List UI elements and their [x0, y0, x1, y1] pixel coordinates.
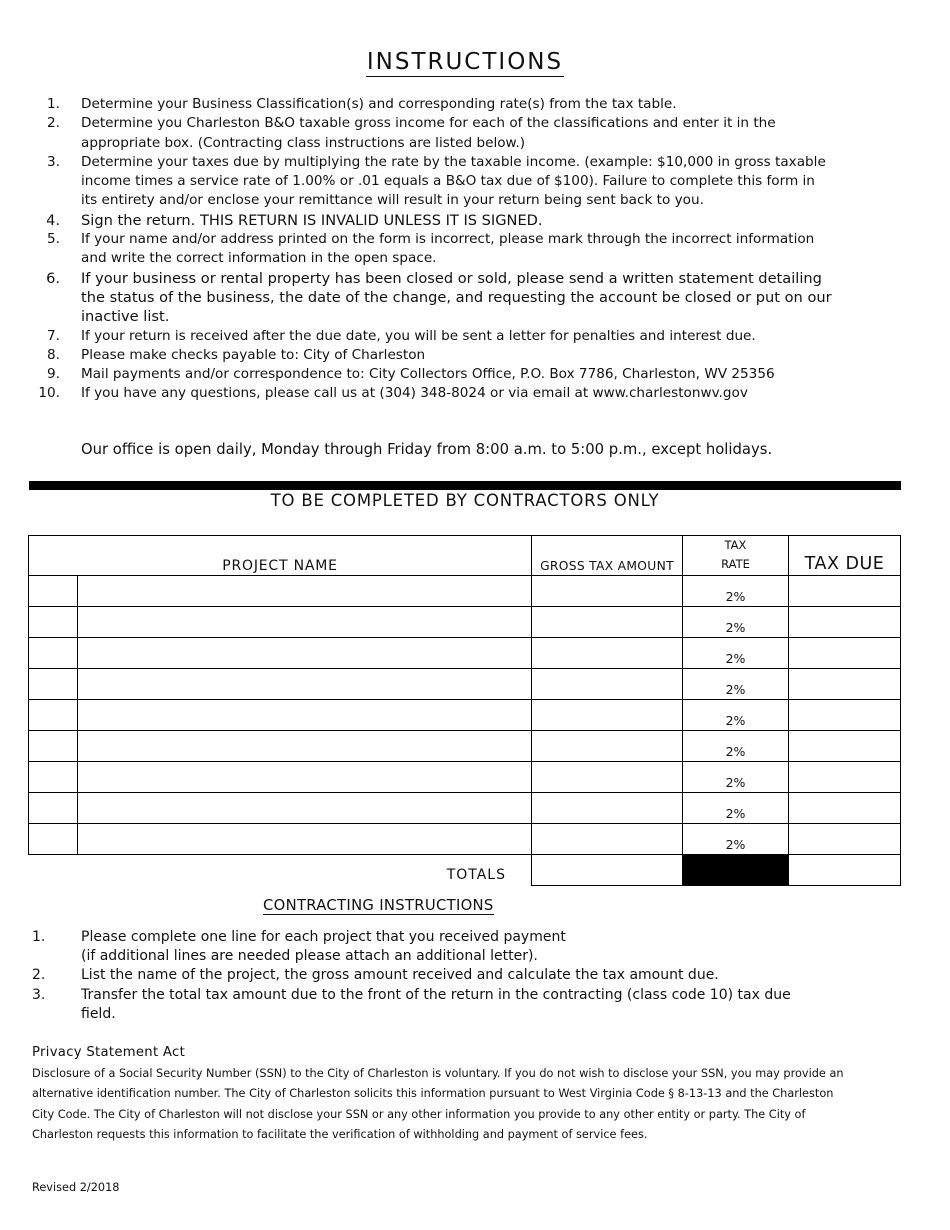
instruction-text: Mail payments and/or correspondence to: City Collectors Office, P.O. Box 7786, Charleston, WV 25356	[81, 366, 775, 383]
gross-amount-field[interactable]	[532, 607, 683, 638]
tax-rate-cell: 2%	[683, 576, 789, 607]
gross-amount-field[interactable]	[532, 731, 683, 762]
section-divider	[29, 481, 901, 490]
instruction-number: 4.	[46, 211, 60, 229]
instruction-text: If you have any questions, please call us at (304) 348-8024 or via email at www.charlestonwv.gov	[81, 385, 748, 402]
tax-due-field[interactable]	[789, 824, 901, 855]
instruction-text: If your name and/or address printed on the form is incorrect, please mark through the incorrect information and write the correct information in the open space.	[81, 231, 815, 267]
instruction-text: If your business or rental property has been closed or sold, please send a written statement detailing the status of the business, the date of the change, and requesting the account be closed or put on our inactive list.	[81, 269, 832, 326]
project-name-field[interactable]	[78, 576, 532, 607]
tax-rate-cell: 2%	[683, 731, 789, 762]
table-row	[29, 669, 901, 700]
tax-rate-cell: 2%	[683, 638, 789, 669]
contracting-instruction-line: Please complete one line for each project that you received payment	[81, 929, 566, 945]
gross-amount-field[interactable]	[532, 762, 683, 793]
instruction-number: 9.	[47, 366, 60, 383]
project-name-field[interactable]	[78, 607, 532, 638]
header-tax-due: TAX DUE	[789, 536, 901, 576]
contractors-heading: TO BE COMPLETED BY CONTRACTORS ONLY	[270, 491, 660, 510]
contracting-instruction-number: 2.	[32, 967, 46, 984]
project-name-field[interactable]	[78, 731, 532, 762]
tax-due-field[interactable]	[789, 576, 901, 607]
instruction-text: Determine your taxes due by multiplying the rate by the taxable income. (example: $10,000 in gross taxable income times a service rate of 1.00% or .01 equals a B&O tax due of $100). Failure to complete this form in its entirety and/or enclose your remittance will result in your return being sent back to you.	[81, 153, 826, 209]
contracting-instruction-item	[32, 966, 852, 985]
office-hours: Our office is open daily, Monday through Friday from 8:00 a.m. to 5:00 p.m., except holidays.	[81, 441, 773, 458]
tax-due-field[interactable]	[789, 669, 901, 700]
line-number-field[interactable]	[29, 700, 78, 731]
line-number-field[interactable]	[29, 793, 78, 824]
instruction-text: Sign the return. THIS RETURN IS INVALID UNLESS IT IS SIGNED.	[81, 211, 543, 229]
table-row	[29, 824, 901, 855]
gross-amount-field[interactable]	[532, 669, 683, 700]
instruction-item	[32, 327, 832, 346]
instruction-number: 8.	[47, 346, 60, 363]
totals-shaded-cell	[683, 855, 789, 886]
tax-due-field[interactable]	[789, 607, 901, 638]
table-row	[29, 793, 901, 824]
table-row	[29, 700, 901, 731]
instruction-number: 10.	[38, 385, 60, 402]
tax-rate-cell: 2%	[683, 669, 789, 700]
instruction-item	[32, 211, 832, 230]
revision-date: Revised 2/2018	[32, 1181, 120, 1194]
contracting-instructions-title-text: CONTRACTING INSTRUCTIONS	[263, 897, 494, 914]
instruction-item	[32, 269, 832, 327]
contracting-instruction-number: 1.	[32, 929, 46, 945]
line-number-field[interactable]	[29, 607, 78, 638]
contracting-instruction-item	[32, 928, 852, 966]
total-gross-amount-field[interactable]	[532, 855, 683, 886]
contracting-instruction-number: 3.	[32, 986, 46, 1003]
instruction-number: 6.	[46, 269, 60, 287]
tax-rate-cell: 2%	[683, 824, 789, 855]
instruction-text: Determine your Business Classification(s) and corresponding rate(s) from the tax table.	[81, 96, 677, 112]
project-name-field[interactable]	[78, 762, 532, 793]
line-number-field[interactable]	[29, 762, 78, 793]
line-number-field[interactable]	[29, 824, 78, 855]
instruction-number: 7.	[47, 327, 60, 344]
gross-amount-field[interactable]	[532, 824, 683, 855]
privacy-statement: Disclosure of a Social Security Number (SSN) to the City of Charleston is voluntary. If you do not wish to disclose your SSN, you may provide an alternative identification number. The City of Charleston solicits this information pursuant to West Virginia Code § 8-13-13 and the Charleston City Code. The City of Charleston will not disclose your SSN or any other information you provide to any other entity or party. The City of Charleston requests this information to facilitate the verification of withholding and payment of service fees.	[32, 1067, 844, 1142]
tax-rate-cell: 2%	[683, 762, 789, 793]
tax-due-field[interactable]	[789, 731, 901, 762]
instruction-number: 3.	[47, 153, 60, 170]
instruction-item	[32, 365, 832, 384]
table-row	[29, 762, 901, 793]
table-row	[29, 607, 901, 638]
page-title-text: INSTRUCTIONS	[366, 49, 564, 75]
line-number-field[interactable]	[29, 669, 78, 700]
line-number-field[interactable]	[29, 731, 78, 762]
project-name-field[interactable]	[78, 793, 532, 824]
project-name-field[interactable]	[78, 824, 532, 855]
instruction-item	[32, 95, 832, 114]
totals-label: TOTALS	[78, 855, 532, 886]
contracting-instruction-line: (if additional lines are needed please attach an additional letter).	[81, 948, 538, 965]
contracting-instruction-line: field.	[81, 1005, 116, 1022]
total-tax-due-field[interactable]	[789, 855, 901, 886]
instructions-list	[32, 95, 832, 404]
tax-due-field[interactable]	[789, 793, 901, 824]
gross-amount-field[interactable]	[532, 793, 683, 824]
header-gross-tax-amount: GROSS TAX AMOUNT	[532, 536, 683, 576]
instruction-text: If your return is received after the due date, you will be sent a letter for penalties and interest due.	[81, 327, 756, 344]
instruction-item	[32, 114, 832, 153]
tax-due-field[interactable]	[789, 762, 901, 793]
contracting-instruction-line: Transfer the total tax amount due to the front of the return in the contracting (class code 10) tax due	[81, 986, 791, 1003]
project-name-field[interactable]	[78, 638, 532, 669]
tax-rate-cell: 2%	[683, 793, 789, 824]
tax-due-field[interactable]	[789, 638, 901, 669]
instruction-item	[32, 230, 832, 269]
totals-spacer	[29, 855, 78, 886]
table-row	[29, 731, 901, 762]
tax-rate-cell: 2%	[683, 700, 789, 731]
contracting-instructions-title	[263, 897, 494, 914]
contracting-instruction-line: List the name of the project, the gross amount received and calculate the tax amount due.	[81, 967, 719, 984]
table-row	[29, 576, 901, 607]
table-header-row	[29, 536, 901, 576]
gross-amount-field[interactable]	[532, 576, 683, 607]
instruction-number: 1.	[47, 96, 60, 112]
instruction-text: Please make checks payable to: City of Charleston	[81, 346, 426, 363]
header-tax-rate	[683, 536, 789, 576]
privacy-title: Privacy Statement Act	[32, 1045, 186, 1060]
project-name-field[interactable]	[78, 700, 532, 731]
gross-amount-field[interactable]	[532, 700, 683, 731]
line-number-field[interactable]	[29, 638, 78, 669]
instruction-item	[32, 153, 832, 211]
page-title	[0, 49, 930, 75]
header-project-name: PROJECT NAME	[29, 536, 532, 576]
tax-rate-cell: 2%	[683, 607, 789, 638]
table-row	[29, 638, 901, 669]
contracting-instruction-item	[32, 986, 852, 1024]
header-tax-rate-line1: TAX	[724, 538, 747, 552]
line-number-field[interactable]	[29, 576, 78, 607]
instruction-item	[32, 384, 832, 403]
project-table	[28, 535, 901, 886]
project-name-field[interactable]	[78, 669, 532, 700]
instruction-text: Determine you Charleston B&O taxable gross income for each of the classifications and enter it in the appropriate box. (Contracting class instructions are listed below.)	[81, 115, 776, 151]
gross-amount-field[interactable]	[532, 638, 683, 669]
tax-due-field[interactable]	[789, 700, 901, 731]
totals-row	[29, 855, 901, 886]
instruction-number: 5.	[47, 231, 60, 248]
instruction-number: 2.	[47, 115, 60, 132]
contracting-instructions-list	[32, 928, 852, 1024]
header-tax-rate-line2: RATE	[721, 557, 750, 571]
instruction-item	[32, 346, 832, 365]
